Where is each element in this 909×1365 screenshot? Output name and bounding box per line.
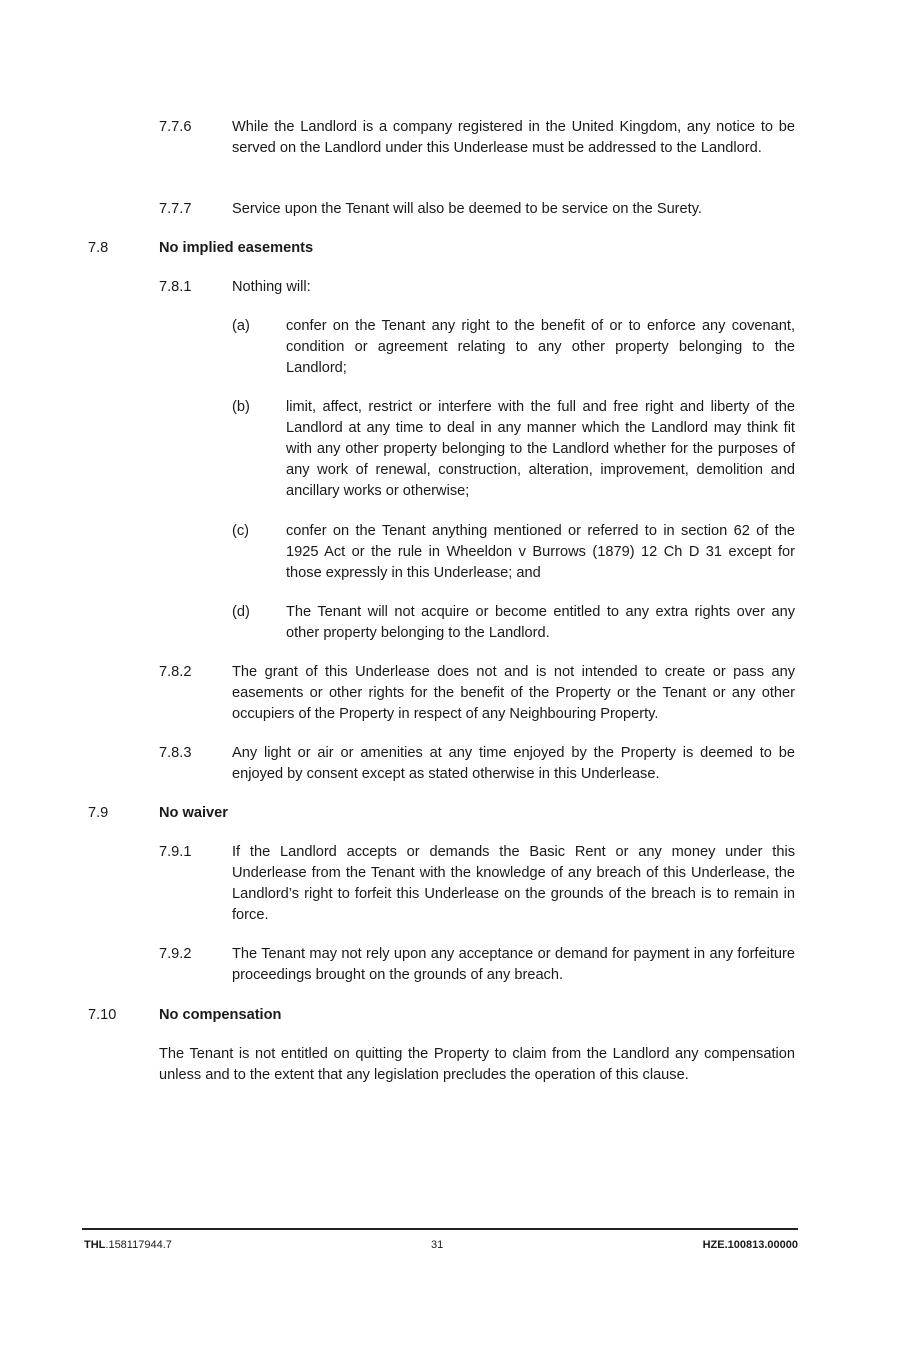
- clause-text: While the Landlord is a company registered in the United Kingdom, any notice to be served on the Landlord under this Underlease must be addressed to the Landlord.: [232, 119, 795, 156]
- clause-number: 7.8.1: [159, 279, 192, 295]
- clause-text: The grant of this Underlease does not and is not intended to create or pass any easements or other rights for the benefit of the Property or the Tenant or any other occupiers of the Property in respect of any Neighbouring Property.: [232, 664, 795, 722]
- item-text: limit, affect, restrict or interfere with the full and free right and liberty of the Landlord at any time to deal in any manner which the Landlord may think fit with any other property belonging to the Landlord whether for the purposes of any work of renewal, construction, alteration, improvement, demolition and ancillary works or otherwise;: [286, 399, 795, 499]
- item-label: (d): [232, 604, 250, 620]
- item-text: The Tenant will not acquire or become entitled to any extra rights over any other property belonging to the Landlord.: [286, 604, 795, 641]
- item-text: confer on the Tenant any right to the benefit of or to enforce any covenant, condition or agreement relating to any other property belonging to the Landlord;: [286, 318, 795, 376]
- footer-left-reference: [84, 1235, 172, 1256]
- section-number: 7.8: [88, 240, 109, 256]
- clause-number: 7.7.7: [159, 201, 192, 217]
- section-number: 7.9: [88, 805, 109, 821]
- footer-right-reference: HZE.100813.00000: [702, 1239, 798, 1251]
- item-label: (a): [232, 318, 250, 334]
- clause-text: Service upon the Tenant will also be deemed to be service on the Surety.: [232, 201, 702, 217]
- page-number: 31: [431, 1239, 444, 1251]
- clause-text: Nothing will:: [232, 279, 311, 295]
- clause-text: The Tenant may not rely upon any acceptance or demand for payment in any forfeiture proceedings brought on the grounds of any breach.: [232, 946, 795, 983]
- footer-left-number: .158117944.7: [105, 1239, 172, 1251]
- item-text: confer on the Tenant anything mentioned or referred to in section 62 of the 1925 Act or the rule in Wheeldon v Burrows (1879) 12 Ch D 31 except for those expressly in this Underlease; and: [286, 523, 795, 581]
- section-paragraph: The Tenant is not entitled on quitting the Property to claim from the Landlord any compensation unless and to the extent that any legislation precludes the operation of this clause.: [159, 1046, 795, 1083]
- clause-number: 7.7.6: [159, 119, 192, 135]
- footer-rule: [82, 1228, 798, 1230]
- clause-number: 7.8.2: [159, 664, 192, 680]
- section-number: 7.10: [88, 1007, 117, 1023]
- item-label: (c): [232, 523, 250, 539]
- footer-left-prefix: THL: [84, 1239, 106, 1251]
- clause-number: 7.8.3: [159, 745, 192, 761]
- clause-number: 7.9.1: [159, 844, 192, 860]
- clause-text: Any light or air or amenities at any time enjoyed by the Property is deemed to be enjoyed by consent except as stated otherwise in this Underlease.: [232, 745, 795, 782]
- section-heading: No implied easements: [159, 240, 314, 256]
- section-heading: No compensation: [159, 1007, 282, 1023]
- clause-text: If the Landlord accepts or demands the Basic Rent or any money under this Underlease from the Tenant with the knowledge of any breach of this Underlease, the Landlord’s right to forfeit this Underlease on the grounds of the breach is to remain in force.: [232, 844, 795, 923]
- item-label: (b): [232, 399, 250, 415]
- clause-number: 7.9.2: [159, 946, 192, 962]
- section-heading: No waiver: [159, 805, 228, 821]
